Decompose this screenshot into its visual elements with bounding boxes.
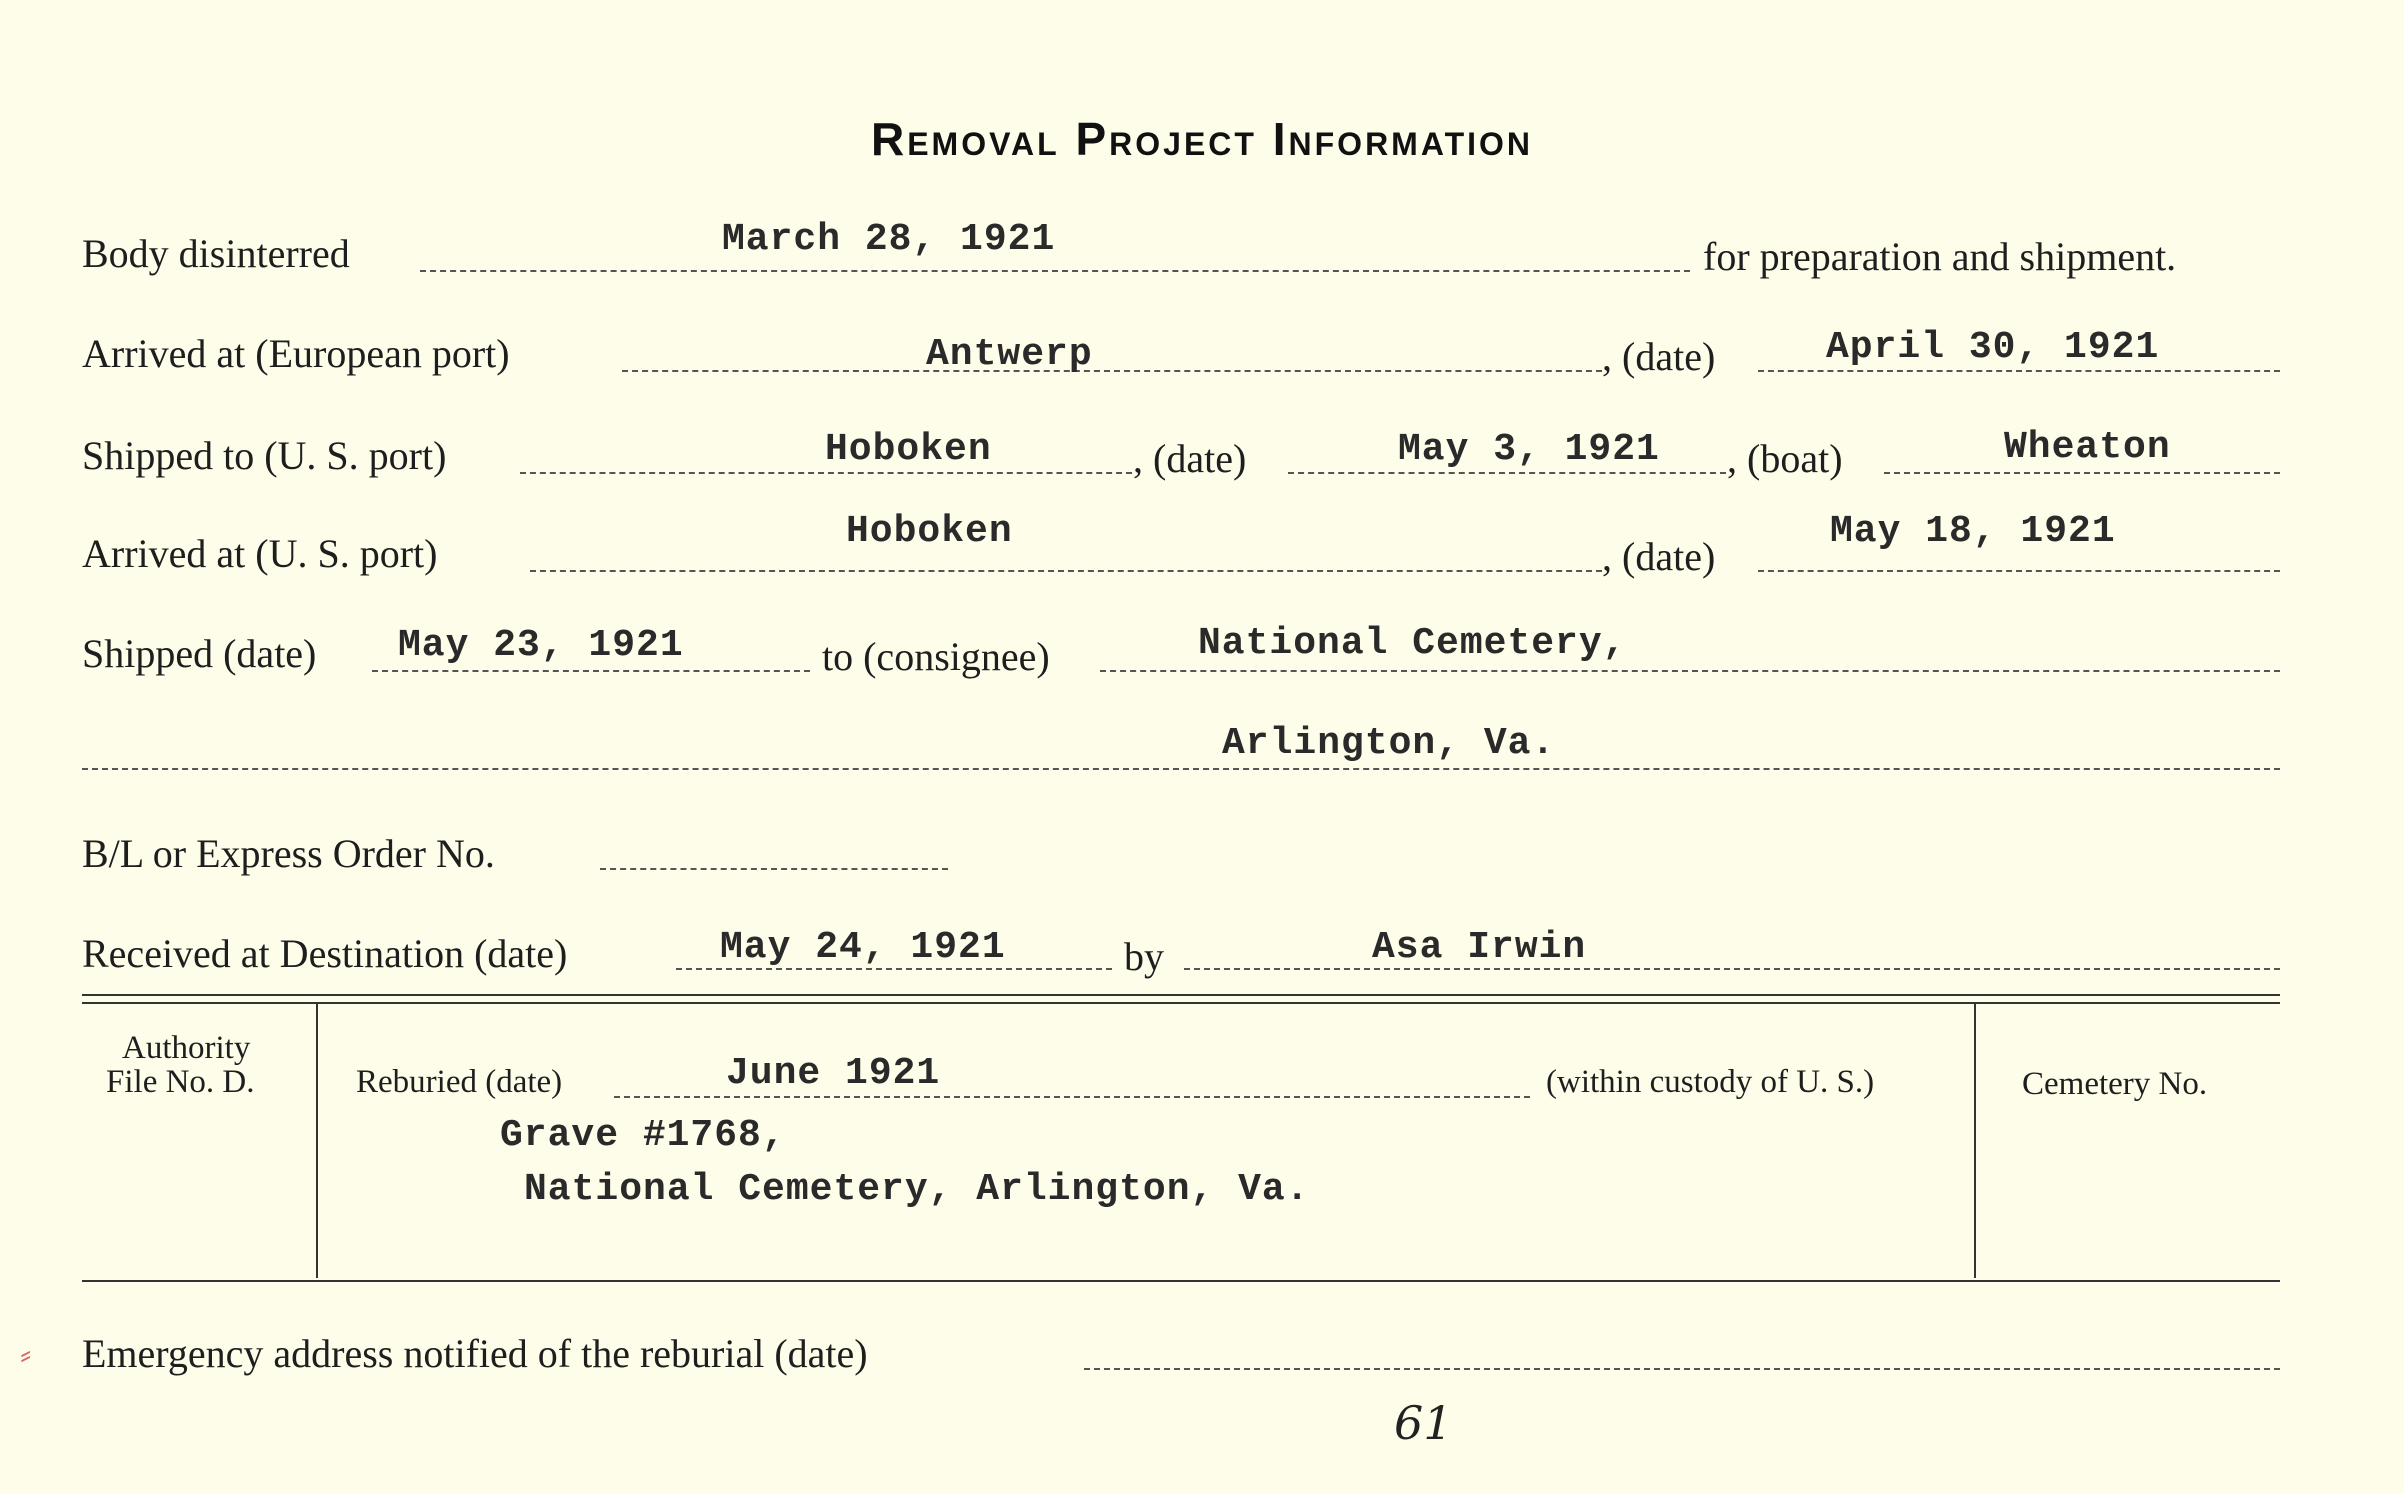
shipped-to-us-date-line: [1288, 472, 1726, 474]
shipped-to-us-port-value: Hoboken: [825, 428, 992, 471]
shipped-to-us-boat-line: [1884, 472, 2280, 474]
arrived-european-date-label: , (date): [1602, 334, 1716, 379]
consignee-label: to (consignee): [822, 634, 1050, 679]
consignee-value-line2: Arlington, Va.: [1222, 722, 1556, 765]
emergency-address-line: [1084, 1368, 2280, 1370]
bl-order-line: [600, 868, 948, 870]
consignee-line: [1100, 670, 2280, 672]
shipped-to-us-port-label: Shipped to (U. S. port): [82, 433, 447, 478]
body-disinterred-line: [420, 270, 1690, 272]
arrived-european-date-value: April 30, 1921: [1826, 326, 2160, 369]
arrived-european-port-line: [622, 370, 1602, 372]
handwritten-mark: 61: [1394, 1396, 1453, 1450]
custody-label: (within custody of U. S.): [1546, 1064, 1875, 1100]
section-divider-top: [82, 994, 2280, 996]
shipped-date-line: [372, 670, 810, 672]
arrived-us-date-label: , (date): [1602, 534, 1716, 579]
section-divider-bottom: [82, 1280, 2280, 1282]
shipped-to-us-date-value: May 3, 1921: [1398, 428, 1660, 471]
consignee-value-line1: National Cemetery,: [1198, 622, 1627, 665]
shipped-to-us-port-line: [520, 472, 1132, 474]
consignee-continuation-line: [82, 768, 2280, 770]
cemetery-no-label: Cemetery No.: [2022, 1066, 2208, 1102]
box-divider-left: [316, 1004, 318, 1278]
red-tick-mark: ⸗: [20, 1336, 32, 1373]
arrived-european-date-line: [1758, 370, 2280, 372]
received-by-label: by: [1124, 934, 1164, 979]
received-by-value: Asa Irwin: [1372, 926, 1587, 969]
arrived-european-port-value: Antwerp: [926, 333, 1093, 376]
card-title: Removal Project Information: [870, 113, 1534, 165]
bl-order-label: B/L or Express Order No.: [82, 831, 495, 876]
reburied-label: Reburied (date): [356, 1064, 563, 1100]
body-disinterred-value: March 28, 1921: [722, 218, 1056, 261]
shipped-date-value: May 23, 1921: [398, 624, 684, 667]
body-disinterred-suffix: for preparation and shipment.: [1703, 234, 2177, 279]
received-destination-label: Received at Destination (date): [82, 931, 568, 976]
shipped-to-us-boat-value: Wheaton: [2004, 426, 2171, 469]
reburied-line: [614, 1096, 1530, 1098]
arrived-european-port-label: Arrived at (European port): [82, 331, 510, 376]
box-divider-right: [1974, 1004, 1976, 1278]
grave-location: National Cemetery, Arlington, Va.: [524, 1168, 1310, 1211]
arrived-us-port-line: [530, 570, 1602, 572]
arrived-us-port-value: Hoboken: [846, 510, 1013, 553]
reburied-value: June 1921: [726, 1052, 941, 1095]
body-disinterred-label: Body disinterred: [82, 231, 350, 276]
arrived-us-port-label: Arrived at (U. S. port): [82, 531, 438, 576]
grave-number: Grave #1768,: [500, 1114, 786, 1157]
file-no-label: File No. D.: [106, 1064, 255, 1100]
section-divider-top-second: [82, 1002, 2280, 1004]
arrived-us-date-value: May 18, 1921: [1830, 510, 2116, 553]
arrived-us-date-line: [1758, 570, 2280, 572]
received-by-line: [1184, 968, 2280, 970]
shipped-date-label: Shipped (date): [82, 631, 317, 676]
shipped-to-us-boat-label: , (boat): [1727, 436, 1843, 481]
shipped-to-us-date-label: , (date): [1133, 436, 1247, 481]
authority-label: Authority: [122, 1030, 251, 1066]
received-destination-value: May 24, 1921: [720, 926, 1006, 969]
emergency-address-label: Emergency address notified of the reburial (date): [82, 1331, 868, 1376]
